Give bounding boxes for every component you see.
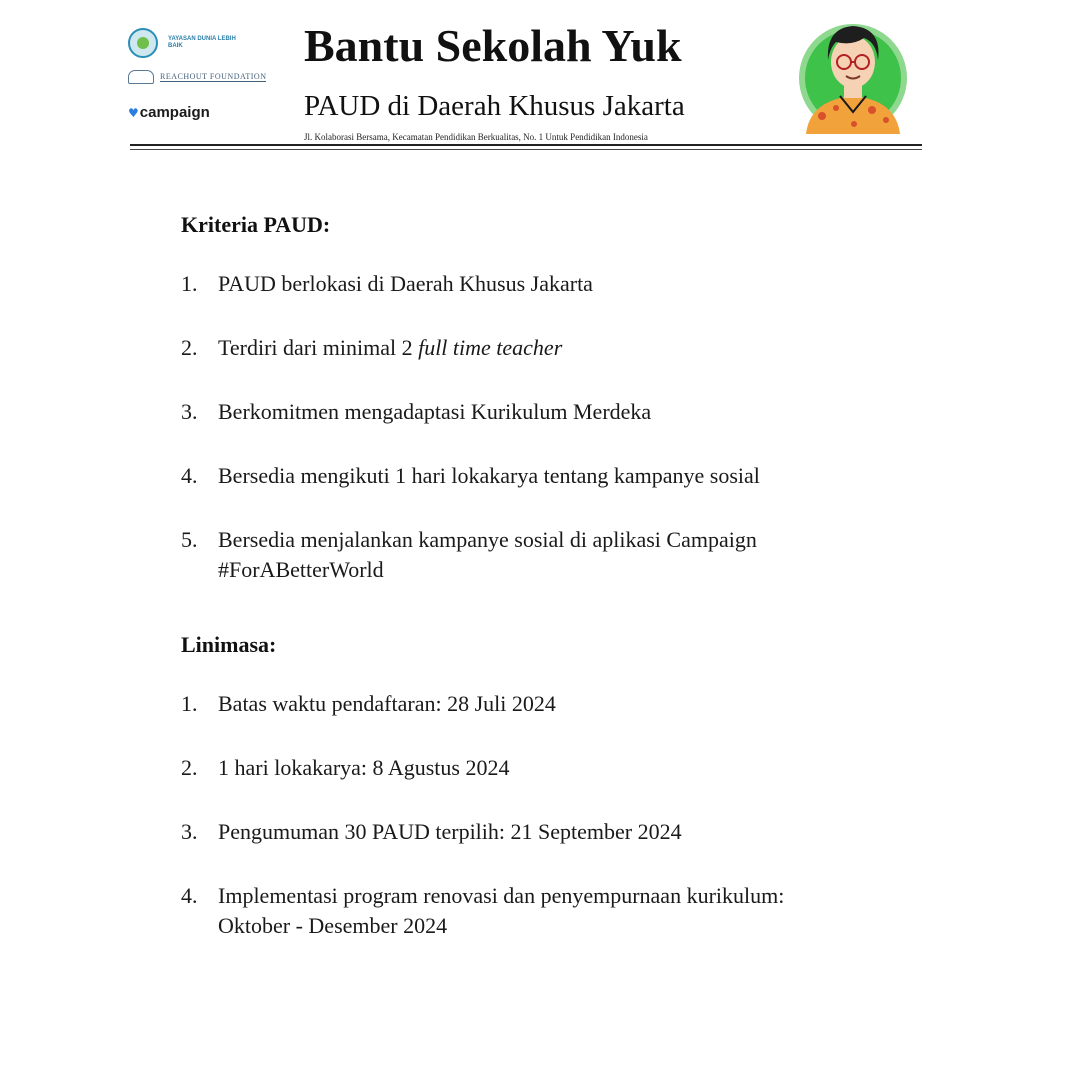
campaign-logo-text: campaign [139, 104, 210, 121]
kriteria-item: 4. Bersedia mengikuti 1 hari lokakarya tentang kampanye sosial [181, 463, 760, 488]
italic-emphasis: full time teacher [418, 335, 563, 360]
kriteria-item: 5. Bersedia menjalankan kampanye sosial di aplikasi Campaign #ForABetterWorld [181, 527, 757, 582]
kriteria-item: 3. Berkomitmen mengadaptasi Kurikulum Merdeka [181, 399, 652, 424]
reachout-logo-text: REACHOUT FOUNDATION [160, 72, 267, 81]
linimasa-item: 4. Implementasi program renovasi dan penyempurnaan kurikulum: Oktober - Desember 2024 [181, 883, 785, 938]
partner-logos [128, 28, 278, 128]
header-divider [130, 144, 922, 146]
heart-icon: ♥ [128, 105, 139, 120]
yayasan-logo-text: YAYASAN DUNIA LEBIH BAIK [168, 36, 236, 49]
linimasa-item: 1. Batas waktu pendaftaran: 28 Juli 2024 [181, 691, 556, 716]
globe-icon [128, 28, 158, 58]
page-title: Bantu Sekolah Yuk [304, 20, 682, 71]
linimasa-item: 2. 1 hari lokakarya: 8 Agustus 2024 [181, 755, 510, 780]
teacher-avatar [792, 16, 914, 134]
hands-icon [128, 70, 154, 84]
kriteria-heading: Kriteria PAUD: [181, 212, 331, 237]
kriteria-item: 1. PAUD berlokasi di Daerah Khusus Jakarta [181, 271, 593, 296]
linimasa-heading: Linimasa: [181, 632, 277, 657]
header-divider-thin [130, 149, 922, 150]
linimasa-item: 3. Pengumuman 30 PAUD terpilih: 21 September 2024 [181, 819, 682, 844]
page-subtitle: PAUD di Daerah Khusus Jakarta [304, 90, 685, 122]
campaign-logo [128, 104, 210, 121]
address-line: Jl. Kolaborasi Bersama, Kecamatan Pendidikan Berkualitas, No. 1 Untuk Pendidikan Indonesia [304, 132, 648, 142]
yayasan-logo [128, 28, 238, 58]
kriteria-item: 2. Terdiri dari minimal 2 full time teacher [181, 335, 563, 360]
reachout-logo [128, 70, 266, 84]
